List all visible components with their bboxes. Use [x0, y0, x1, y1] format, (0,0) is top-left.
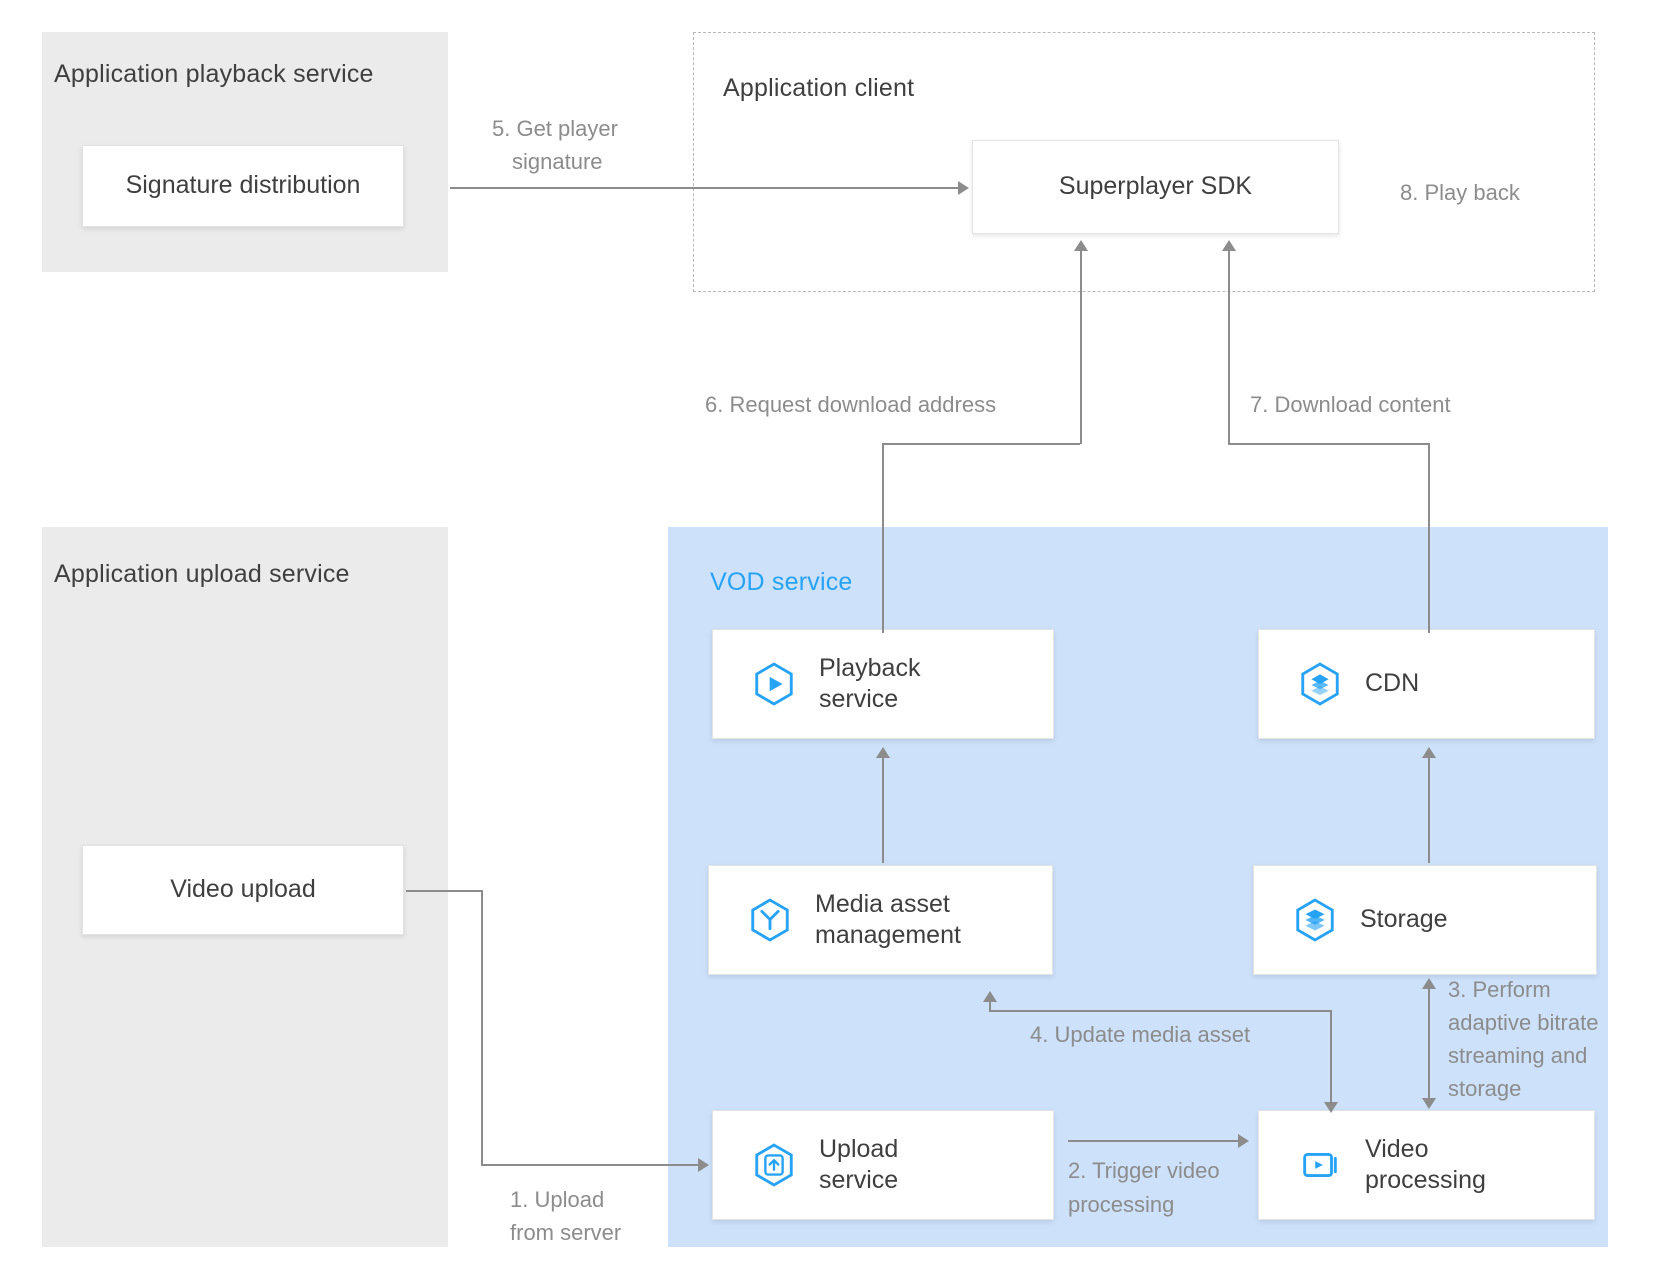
arrowhead-1-to-upload-service — [698, 1158, 709, 1172]
upload-hexagon-icon — [751, 1142, 797, 1188]
step-6-label: 6. Request download address — [705, 392, 997, 417]
group-title-playback-service: Application playback service — [54, 60, 374, 88]
connector-3-vertical — [1428, 985, 1430, 1103]
arrowhead-media-asset-to-playback — [876, 747, 890, 758]
node-media-asset-management-label: Media asset management — [815, 889, 961, 949]
step-3-label-line4: storage — [1448, 1076, 1522, 1101]
connector-7-vertical-upper — [1228, 248, 1230, 444]
media-asset-hexagon-icon — [747, 897, 793, 943]
arrowhead-7-to-sdk — [1222, 240, 1236, 251]
video-processing-icon — [1297, 1142, 1343, 1188]
node-video-processing-label: Video processing — [1365, 1134, 1486, 1194]
group-title-vod-service: VOD service — [710, 568, 853, 596]
arrowhead-2-to-video-processing — [1238, 1134, 1249, 1148]
arrowhead-storage-to-cdn — [1422, 747, 1436, 758]
step-4-label: 4. Update media asset — [1030, 1022, 1251, 1047]
node-playback-service[interactable] — [712, 629, 1054, 739]
node-superplayer-sdk-label: Superplayer SDK — [1058, 172, 1253, 201]
step-8-playback-label: 8. Play back — [1400, 180, 1520, 205]
group-title-application-client: Application client — [723, 74, 915, 102]
connector-signature-to-sdk — [450, 187, 960, 189]
node-signature-distribution[interactable] — [82, 145, 404, 227]
node-video-upload[interactable] — [82, 845, 404, 935]
connector-2-horizontal — [1068, 1140, 1240, 1142]
node-playback-service-label: Playback service — [819, 653, 921, 713]
group-title-upload-service: Application upload service — [54, 560, 350, 588]
arrowhead-3-to-storage — [1422, 978, 1436, 989]
step-1-label-line1: 1. Upload — [510, 1187, 605, 1212]
arrowhead-signature-to-sdk — [958, 181, 969, 195]
step-3-label-line3: streaming and — [1448, 1043, 1588, 1068]
connector-1-horizontal-top — [406, 890, 482, 892]
connector-1-vertical — [481, 890, 483, 1165]
connector-7-vertical-lower — [1428, 443, 1430, 633]
node-media-asset-management[interactable] — [708, 865, 1053, 975]
step-1-label-line2: from server — [510, 1220, 622, 1245]
play-hexagon-icon — [751, 661, 797, 707]
step-5-label-line2: signature — [512, 149, 603, 174]
node-signature-distribution-label: Signature distribution — [125, 171, 361, 200]
cdn-hexagon-icon — [1297, 661, 1343, 707]
node-storage-label: Storage — [1360, 905, 1448, 934]
connector-1-horizontal-bottom — [481, 1164, 700, 1166]
node-upload-service-label: Upload service — [819, 1134, 899, 1194]
node-upload-service[interactable] — [712, 1110, 1054, 1220]
connector-storage-to-cdn — [1428, 755, 1430, 863]
connector-media-asset-to-playback — [882, 755, 884, 863]
arrowhead-4-to-video-processing — [1324, 1102, 1338, 1113]
step-2-label-line1: 2. Trigger video — [1068, 1158, 1220, 1183]
step-5-label-line1: 5. Get player — [492, 116, 618, 141]
connector-6-horizontal — [882, 443, 1080, 445]
arrowhead-6-to-sdk — [1074, 240, 1088, 251]
node-video-upload-label: Video upload — [170, 875, 316, 904]
storage-layers-icon — [1292, 897, 1338, 943]
node-storage[interactable] — [1253, 865, 1597, 975]
step-2-label-line2: processing — [1068, 1192, 1175, 1217]
connector-6-vertical-lower — [882, 443, 884, 633]
node-superplayer-sdk[interactable] — [972, 140, 1339, 234]
node-cdn-label: CDN — [1365, 669, 1420, 698]
arrowhead-4-to-media-asset — [983, 991, 997, 1002]
connector-7-horizontal — [1228, 443, 1430, 445]
node-cdn[interactable] — [1258, 629, 1595, 739]
connector-4-horizontal — [989, 1010, 1331, 1012]
step-7-label: 7. Download content — [1250, 392, 1451, 417]
step-3-label-line1: 3. Perform — [1448, 977, 1551, 1002]
step-3-label-line2: adaptive bitrate — [1448, 1010, 1599, 1035]
node-video-processing[interactable] — [1258, 1110, 1595, 1220]
arrowhead-3-to-video-processing — [1422, 1098, 1436, 1109]
